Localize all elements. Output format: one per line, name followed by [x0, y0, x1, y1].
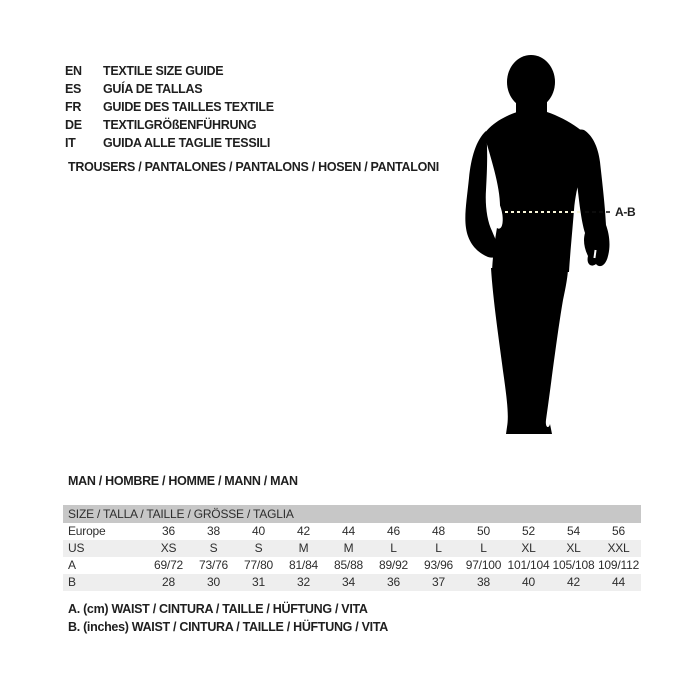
- table-cell: 89/92: [378, 558, 409, 572]
- table-cell: 34: [342, 575, 355, 589]
- measurement-note: B. (inches) WAIST / CINTURA / TAILLE / HÜFTUNG / VITA: [68, 620, 388, 634]
- row-label: A: [68, 558, 76, 572]
- language-label: GUIDA ALLE TAGLIE TESSILI: [103, 136, 271, 150]
- table-cell: 46: [387, 524, 400, 538]
- table-cell: 36: [387, 575, 400, 589]
- language-label: TEXTILE SIZE GUIDE: [103, 64, 224, 78]
- table-row: [63, 540, 641, 557]
- table-cell: 81/84: [288, 558, 319, 572]
- table-cell: 105/108: [552, 558, 595, 572]
- table-cell: L: [480, 541, 487, 555]
- table-cell: L: [390, 541, 397, 555]
- table-cell: 37: [432, 575, 445, 589]
- table-cell: 48: [432, 524, 445, 538]
- table-cell: 28: [162, 575, 175, 589]
- table-cell: S: [209, 541, 218, 555]
- table-row: [63, 523, 641, 540]
- table-cell: L: [435, 541, 442, 555]
- size-table: [63, 505, 641, 591]
- language-list: [65, 62, 274, 152]
- gender-title: MAN / HOMBRE / HOMME / MANN / MAN: [68, 474, 298, 488]
- size-table-body: [63, 523, 641, 591]
- language-code: DE: [65, 118, 82, 132]
- language-code: FR: [65, 100, 82, 114]
- language-row: [65, 98, 274, 116]
- language-row: [65, 62, 274, 80]
- language-label: GUIDE DES TAILLES TEXTILE: [103, 100, 274, 114]
- language-label: TEXTILGRÖßENFÜHRUNG: [103, 118, 257, 132]
- table-cell: 56: [612, 524, 625, 538]
- table-cell: M: [298, 541, 309, 555]
- language-label: GUÍA DE TALLAS: [103, 82, 203, 96]
- size-table-header: SIZE / TALLA / TAILLE / GRÖSSE / TAGLIA: [63, 505, 641, 523]
- table-cell: 85/88: [333, 558, 364, 572]
- table-cell: 38: [477, 575, 490, 589]
- row-label: US: [68, 541, 85, 555]
- table-cell: XL: [521, 541, 536, 555]
- table-row: [63, 574, 641, 591]
- table-cell: XXL: [607, 541, 630, 555]
- row-label: B: [68, 575, 76, 589]
- table-cell: 31: [252, 575, 265, 589]
- table-cell: XS: [160, 541, 177, 555]
- garment-title: TROUSERS / PANTALONES / PANTALONS / HOSEN / PANTALONI: [68, 160, 439, 174]
- table-cell: 69/72: [153, 558, 184, 572]
- language-code: ES: [65, 82, 82, 96]
- language-row: [65, 116, 274, 134]
- table-cell: 30: [207, 575, 220, 589]
- table-cell: 109/112: [597, 558, 640, 572]
- table-cell: XL: [566, 541, 581, 555]
- language-row: [65, 80, 274, 98]
- measure-label-ab: A-B: [615, 205, 636, 219]
- table-cell: 97/100: [465, 558, 502, 572]
- table-cell: 44: [612, 575, 625, 589]
- table-cell: 77/80: [243, 558, 274, 572]
- table-cell: 36: [162, 524, 175, 538]
- silhouette-body: [465, 55, 609, 434]
- table-cell: 101/104: [507, 558, 550, 572]
- measurement-notes: [68, 600, 388, 636]
- table-cell: S: [254, 541, 263, 555]
- table-cell: 40: [522, 575, 535, 589]
- language-code: IT: [65, 136, 76, 150]
- table-cell: 73/76: [198, 558, 229, 572]
- table-cell: 44: [342, 524, 355, 538]
- language-row: [65, 134, 274, 152]
- table-cell: M: [343, 541, 354, 555]
- measurement-note: A. (cm) WAIST / CINTURA / TAILLE / HÜFTUNG / VITA: [68, 602, 368, 616]
- man-silhouette: [440, 50, 672, 462]
- table-cell: 42: [297, 524, 310, 538]
- table-cell: 42: [567, 575, 580, 589]
- table-cell: 38: [207, 524, 220, 538]
- table-cell: 52: [522, 524, 535, 538]
- table-row: [63, 557, 641, 574]
- table-cell: 50: [477, 524, 490, 538]
- table-cell: 32: [297, 575, 310, 589]
- table-cell: 54: [567, 524, 580, 538]
- row-label: Europe: [68, 524, 106, 538]
- table-cell: 40: [252, 524, 265, 538]
- table-cell: 93/96: [423, 558, 454, 572]
- language-code: EN: [65, 64, 82, 78]
